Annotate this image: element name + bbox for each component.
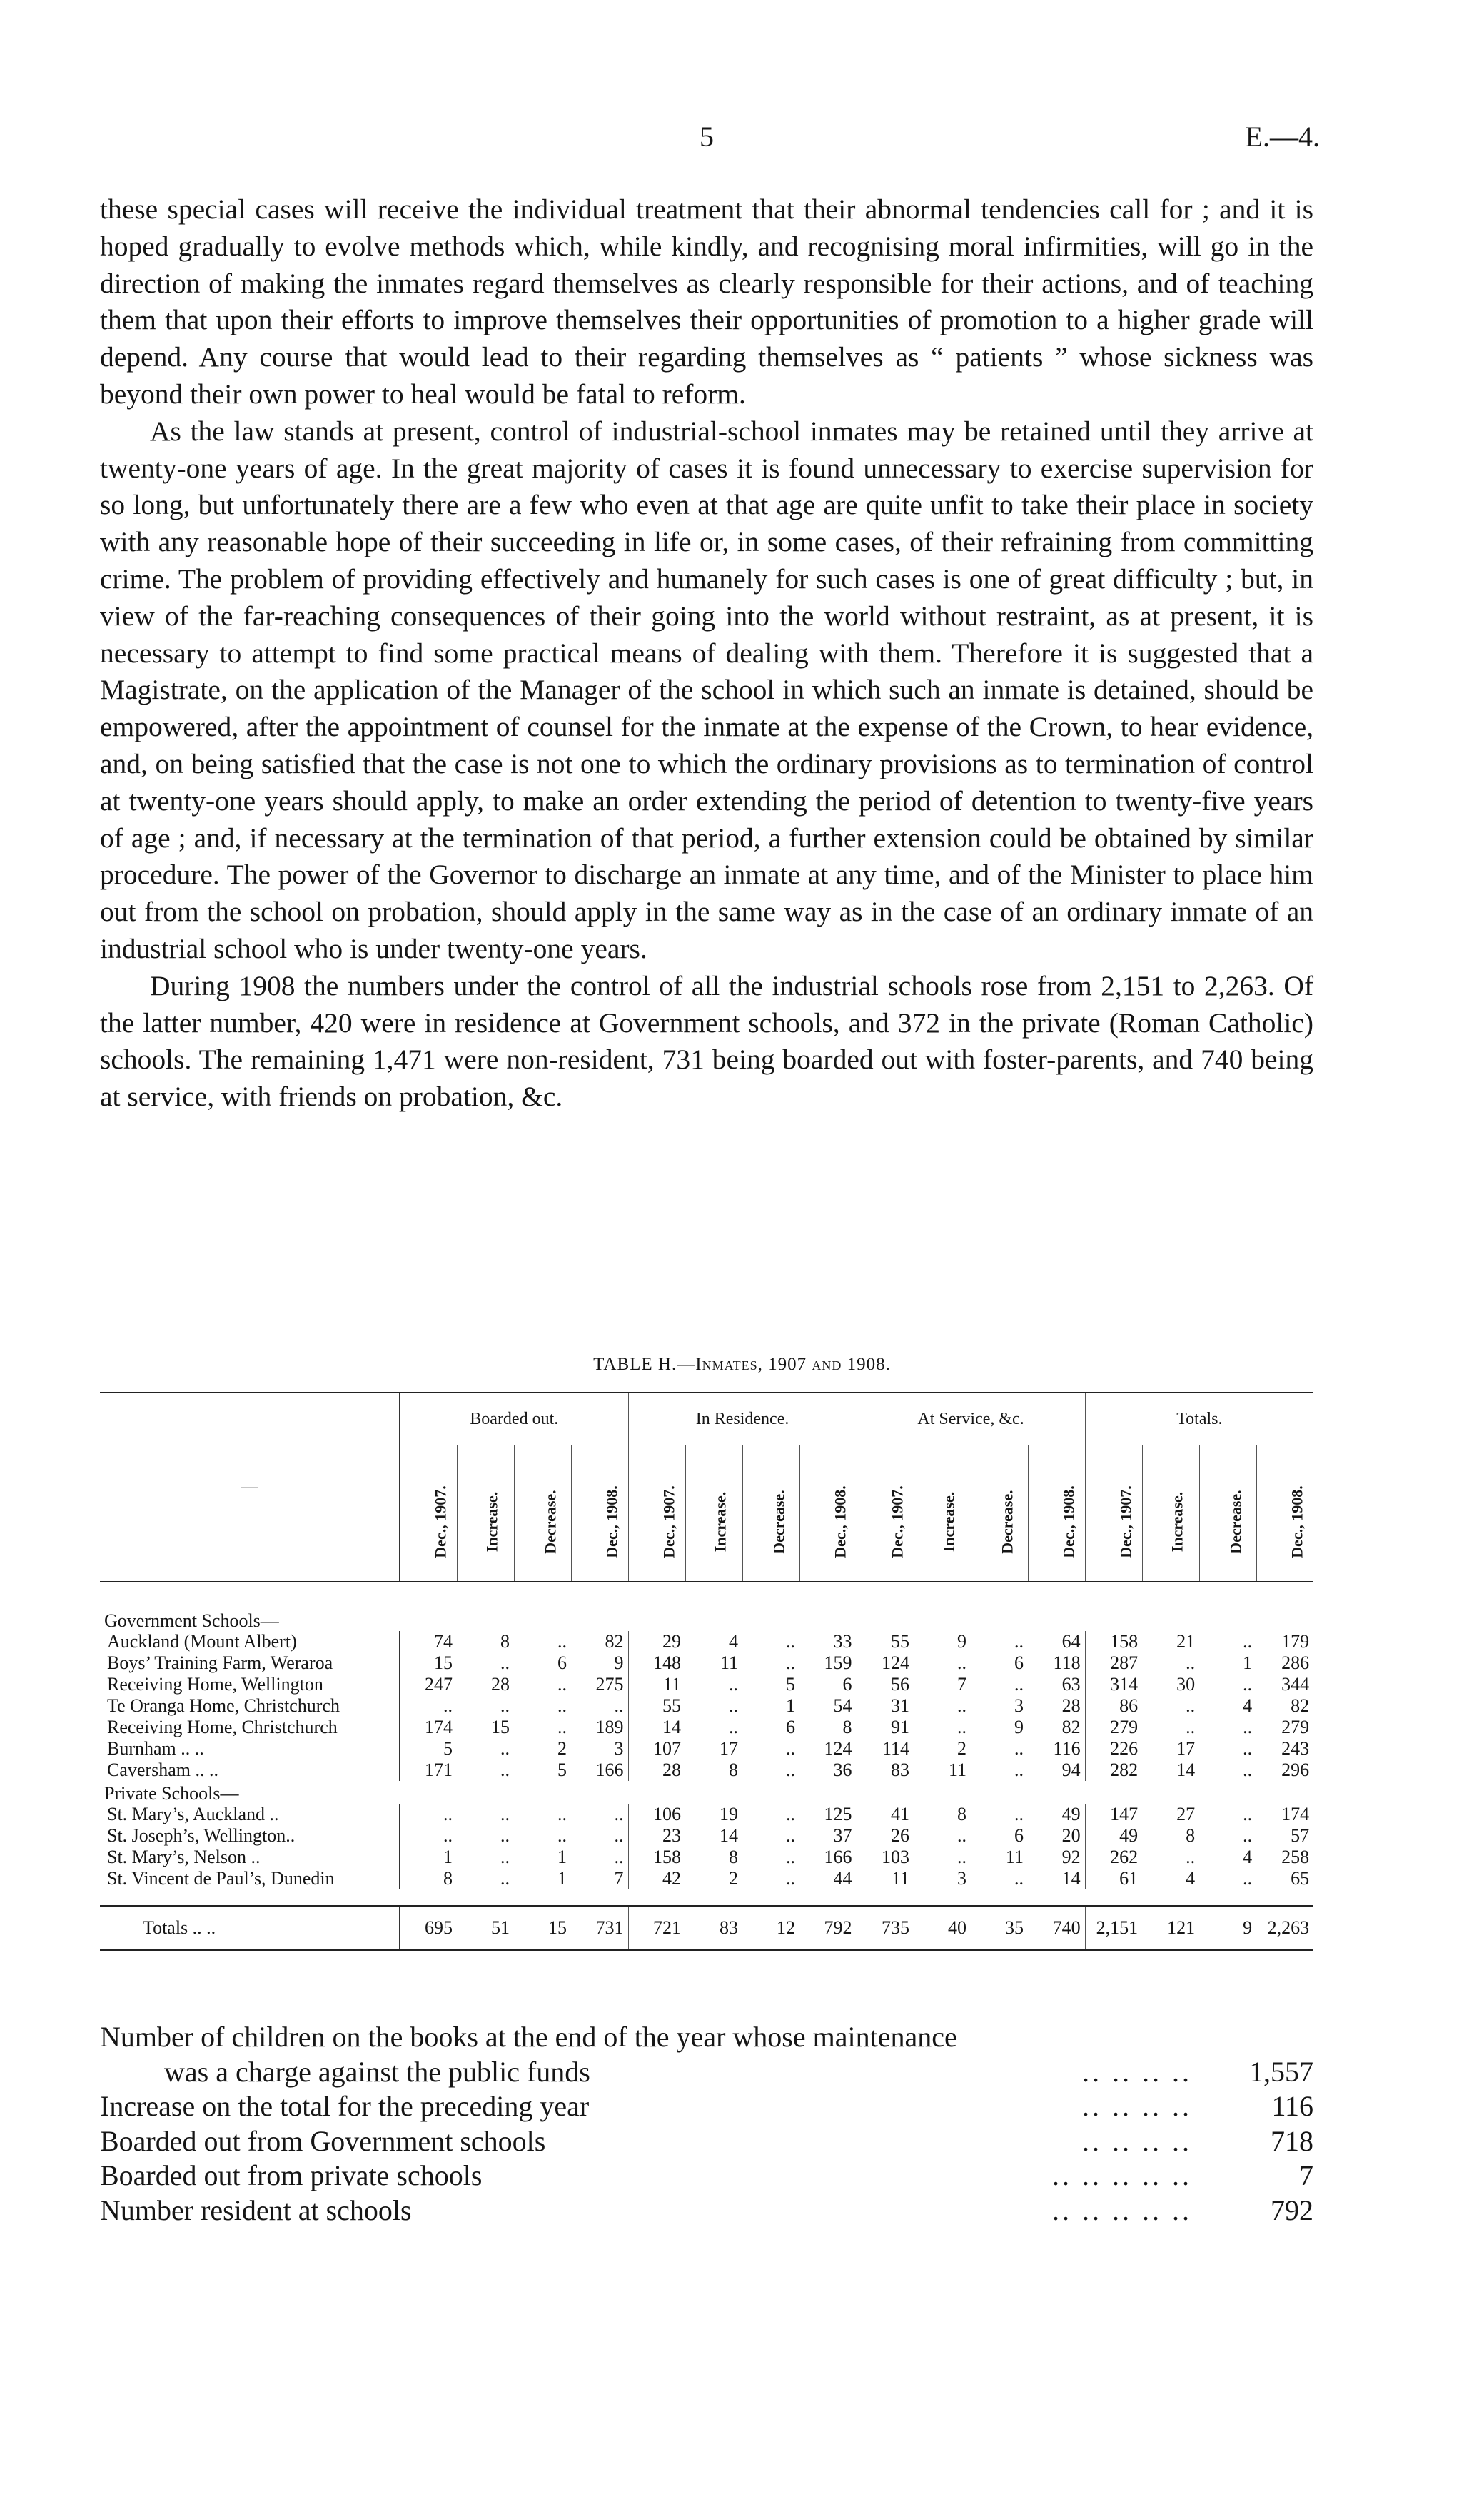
column-header-label: Decrease. [998, 1490, 1016, 1554]
table-cell: .. [500, 1652, 510, 1673]
table-body [100, 1582, 1313, 1950]
totals-row [100, 1906, 1313, 1950]
table-cell: 11 [949, 1760, 967, 1780]
table-cell: 296 [1281, 1760, 1310, 1780]
table-cell: .. [957, 1652, 967, 1673]
table-cell: .. [786, 1631, 796, 1652]
table-cell: 5 [400, 1738, 457, 1760]
table-cell: .. [614, 1825, 624, 1846]
column-header-label: Increase. [482, 1491, 500, 1553]
summary-item [100, 2124, 1313, 2159]
page-number: 5 [700, 121, 714, 153]
table-cell: 64 [1061, 1631, 1081, 1652]
column-header [457, 1445, 514, 1582]
column-header-label: Decrease. [541, 1490, 560, 1554]
table-row [100, 1868, 1313, 1889]
table-cell: 9 [614, 1652, 624, 1673]
table-cell: 40 [914, 1906, 971, 1950]
table-row [100, 1717, 1313, 1738]
table-cell: 179 [1281, 1631, 1310, 1652]
table-cell: 11 [857, 1868, 914, 1889]
table-cell: .. [786, 1804, 796, 1824]
summary-leader-dots: .. .. .. .. [1082, 2090, 1192, 2122]
table-cell: 49 [1085, 1825, 1142, 1847]
table-cell: 9 [1199, 1906, 1256, 1950]
table-cell: .. [786, 1652, 796, 1673]
table-cell: 735 [857, 1906, 914, 1950]
table-cell: 15 [514, 1906, 571, 1950]
table-row [100, 1847, 1313, 1868]
table-row [100, 1695, 1313, 1717]
table-cell: 21 [1176, 1631, 1196, 1652]
table-cell: 4 [729, 1631, 739, 1652]
table-cell: 56 [857, 1674, 914, 1695]
table-cell: 147 [1085, 1804, 1142, 1825]
table-cell: 226 [1085, 1738, 1142, 1760]
table-cell: .. [500, 1804, 510, 1824]
table-cell: 17 [720, 1738, 739, 1759]
table-cell: 65 [1291, 1868, 1310, 1889]
row-label: Boys’ Training Farm, Weraroa [107, 1652, 333, 1673]
table-cell: 82 [1291, 1695, 1310, 1716]
column-header-label: Dec., 1908. [1059, 1485, 1078, 1558]
column-header [914, 1445, 971, 1582]
column-header [1085, 1445, 1142, 1582]
table-cell: .. [500, 1847, 510, 1867]
column-header-label: Dec., 1907. [888, 1485, 907, 1558]
body-text [100, 191, 1313, 1116]
column-header-label: Dec., 1907. [1116, 1485, 1135, 1558]
summary-label: Boarded out from Government schools [100, 2124, 546, 2157]
row-label: Totals .. .. [100, 1906, 400, 1950]
table-cell: 121 [1142, 1906, 1199, 1950]
row-label: Te Oranga Home, Christchurch [107, 1695, 340, 1716]
summary-label: Number resident at schools [100, 2193, 412, 2226]
table-cell: .. [1014, 1760, 1024, 1780]
column-header [1256, 1445, 1313, 1582]
summary-value: 792 [1271, 2193, 1313, 2226]
row-label: Caversham .. .. [107, 1760, 218, 1780]
table-cell: 3 [957, 1868, 967, 1889]
table-cell: .. [1186, 1717, 1196, 1737]
table-cell: 28 [491, 1674, 510, 1695]
table-cell: 7 [614, 1868, 624, 1889]
table-cell: 35 [971, 1906, 1028, 1950]
table-cell: 4 [1243, 1847, 1253, 1867]
table-row [100, 1760, 1313, 1781]
table-cell: 83 [857, 1760, 914, 1781]
table-cell: 83 [685, 1906, 742, 1950]
table-cell: 721 [628, 1906, 685, 1950]
table-cell: .. [400, 1804, 457, 1825]
table-cell: 82 [605, 1631, 624, 1652]
table-cell: 4 [1186, 1868, 1196, 1889]
table-title [0, 1355, 1484, 1375]
group-header-at-service: At Service, &c. [857, 1393, 1085, 1445]
table-cell: 124 [824, 1738, 852, 1759]
table-cell: 7 [957, 1674, 967, 1695]
table-cell: 5 [786, 1674, 796, 1695]
table-cell: 166 [595, 1760, 624, 1780]
table-cell: 11 [1006, 1847, 1024, 1867]
table-cell: 695 [400, 1906, 457, 1950]
table-cell: .. [557, 1825, 567, 1846]
column-header [514, 1445, 571, 1582]
paragraph-2: As the law stands at present, control of industrial-school inmates may be retained until they arrive at twenty-one years of age. In the great majority of cases it is found unnecessary to exercise supervision for so long, but unfortunately there are a few who even at that age are quite unfit to take their place in society with any reasonable hope of their succeeding in life or, in some cases, of their refraining from committing crime. The problem of providing effectively and humanely for such cases is one of great difficulty ; but, in view of the far-reaching consequences of their going into the world without restraint, as at present, it is necessary to attempt to find some practical means of dealing with them. Therefore it is suggested that a Magistrate, on the application of the Manager of the school in which such an inmate is detained, should be empowered, after the appointment of counsel for the inmate at the expense of the Crown, to hear evidence, and, on being satisfied that the case is not one to which the ordinary provisions as to termination of control at twenty-one years should apply, to make an order extending the period of detention to twenty-five years of age ; and, if necessary at the termination of that period, a further extension could be obtained by similar procedure. The power of the Governor to discharge an inmate at any time, and of the Minister to place him out from the school on probation, should apply in the same way as in the case of an ordinary inmate of an industrial school who is under twenty-one years. [100, 415, 1313, 964]
column-header [742, 1445, 799, 1582]
column-header [799, 1445, 857, 1582]
blank-header: — [100, 1393, 400, 1582]
table-cell: .. [557, 1674, 567, 1695]
column-header-label: Dec., 1908. [831, 1485, 849, 1558]
table-cell: 314 [1085, 1674, 1142, 1695]
table-cell: .. [614, 1847, 624, 1867]
table-row [100, 1631, 1313, 1652]
table-cell: 731 [571, 1906, 628, 1950]
table-cell: 8 [400, 1868, 457, 1889]
table-cell: 15 [400, 1652, 457, 1674]
table-cell: .. [1186, 1847, 1196, 1867]
table-cell: .. [1243, 1631, 1253, 1652]
table-cell: .. [729, 1674, 739, 1695]
table-cell: .. [1014, 1738, 1024, 1759]
table-cell: 14 [1061, 1868, 1081, 1889]
table-cell: 33 [833, 1631, 852, 1652]
table-cell: 740 [1028, 1906, 1085, 1950]
table-cell: 6 [557, 1652, 567, 1673]
paragraph-3: During 1908 the numbers under the control of all the industrial schools rose from 2,151 to 2,263. Of the latter number, 420 were in residence at Government schools, and 372 in the private (Roman Catholic) schools. The remaining 1,471 were non-resident, 731 being boarded out with foster-parents, and 740 being at service, with friends on probation, &c. [100, 969, 1313, 1113]
column-header-label: Dec., 1908. [602, 1485, 621, 1558]
table-title-prefix: TABLE H.— [593, 1355, 696, 1374]
table-cell: 107 [628, 1738, 685, 1760]
table-cell: 1 [786, 1695, 796, 1716]
table-cell: .. [786, 1738, 796, 1759]
table-cell: 41 [857, 1804, 914, 1825]
table-cell: 158 [628, 1847, 685, 1868]
summary-leader-dots: .. .. .. .. .. [1052, 2193, 1192, 2226]
table-cell: 1 [1243, 1652, 1253, 1673]
row-label: Receiving Home, Wellington [107, 1674, 323, 1695]
table-cell: 262 [1085, 1847, 1142, 1868]
section-row-private [100, 1781, 1313, 1804]
table-cell: 2 [957, 1738, 967, 1759]
table-cell: 14 [1176, 1760, 1196, 1780]
table-row [100, 1804, 1313, 1825]
table-cell: 258 [1281, 1847, 1310, 1867]
summary-item [100, 2159, 1313, 2193]
table-cell: .. [500, 1738, 510, 1759]
table-cell: .. [1243, 1738, 1253, 1759]
table-cell: 36 [833, 1760, 852, 1780]
table-cell: .. [557, 1717, 567, 1737]
table-cell: .. [957, 1717, 967, 1737]
column-header [1028, 1445, 1085, 1582]
table-title-main: Inmates, 1907 and 1908. [695, 1355, 891, 1374]
table-row [100, 1674, 1313, 1695]
table-cell: 14 [628, 1717, 685, 1738]
summary-leader-dots: .. .. .. .. [1082, 2124, 1192, 2157]
table-cell: 26 [857, 1825, 914, 1847]
table-cell: 6 [786, 1717, 796, 1737]
summary-leader-dots: .. .. .. .. [1082, 2055, 1192, 2088]
table-cell: 8 [842, 1717, 852, 1737]
row-label: St. Mary’s, Nelson .. [107, 1847, 261, 1867]
group-header-boarded-out: Boarded out. [400, 1393, 628, 1445]
table-cell: .. [786, 1847, 796, 1867]
table-cell: 103 [857, 1847, 914, 1868]
table-cell: 243 [1281, 1738, 1310, 1759]
table-cell: 2,151 [1085, 1906, 1142, 1950]
table-cell: 30 [1176, 1674, 1196, 1695]
table-cell: .. [500, 1760, 510, 1780]
table-cell: .. [614, 1804, 624, 1824]
row-label: Burnham .. .. [107, 1738, 204, 1759]
table-cell: 29 [628, 1631, 685, 1652]
table-row [100, 1652, 1313, 1674]
section-row-government [100, 1582, 1313, 1631]
table-cell: 8 [500, 1631, 510, 1652]
table-cell: 1 [557, 1847, 567, 1867]
section-label-government: Government Schools— [104, 1610, 279, 1631]
table-cell: .. [729, 1695, 739, 1716]
table-cell: .. [1186, 1695, 1196, 1716]
row-label: St. Vincent de Paul’s, Dunedin [107, 1868, 335, 1889]
table-cell: .. [1243, 1674, 1253, 1695]
table-cell: .. [1014, 1631, 1024, 1652]
summary-label: Increase on the total for the preceding year [100, 2090, 590, 2122]
table-cell: 28 [628, 1760, 685, 1781]
summary-item [100, 2089, 1313, 2124]
table-cell: 4 [1243, 1695, 1253, 1716]
table-cell: 91 [857, 1717, 914, 1738]
table-cell: 792 [799, 1906, 857, 1950]
table-cell: .. [1014, 1868, 1024, 1889]
table-cell: 159 [824, 1652, 852, 1673]
summary-value: 7 [1299, 2159, 1313, 2191]
table-cell: 116 [1053, 1738, 1081, 1759]
table-cell: 19 [720, 1804, 739, 1824]
table-cell: .. [1243, 1825, 1253, 1846]
row-label: St. Joseph’s, Wellington.. [107, 1825, 296, 1846]
table-cell: 55 [628, 1695, 685, 1717]
column-header-label: Increase. [1167, 1491, 1186, 1553]
table-cell: 27 [1176, 1804, 1196, 1824]
table-cell: 174 [1281, 1804, 1310, 1824]
column-header [571, 1445, 628, 1582]
table-cell: 6 [1014, 1652, 1024, 1673]
table-cell: 44 [833, 1868, 852, 1889]
column-header-label: Dec., 1907. [660, 1485, 678, 1558]
summary-value: 116 [1271, 2090, 1313, 2122]
table-cell: 124 [857, 1652, 914, 1674]
table-cell: 286 [1281, 1652, 1310, 1673]
table-cell: 82 [1061, 1717, 1081, 1737]
table-cell: 275 [595, 1674, 624, 1695]
table-cell: .. [786, 1868, 796, 1889]
table-cell: 3 [614, 1738, 624, 1759]
row-label: Auckland (Mount Albert) [107, 1631, 297, 1652]
table-cell: 114 [857, 1738, 914, 1760]
column-header-label: Dec., 1907. [431, 1485, 450, 1558]
table-cell: 344 [1281, 1674, 1310, 1695]
column-header [971, 1445, 1028, 1582]
table-cell: 8 [957, 1804, 967, 1824]
table-cell: .. [957, 1825, 967, 1846]
table-cell: 61 [1085, 1868, 1142, 1889]
summary-list [100, 2020, 1313, 2228]
table-cell: 8 [729, 1760, 739, 1780]
table-cell: 148 [628, 1652, 685, 1674]
table-cell: 6 [1014, 1825, 1024, 1846]
column-header [400, 1445, 457, 1582]
table-cell: 158 [1085, 1631, 1142, 1652]
inmates-table [100, 1392, 1313, 1951]
table-cell: 166 [824, 1847, 852, 1867]
row-label: St. Mary’s, Auckland .. [107, 1804, 279, 1824]
table-cell: 63 [1061, 1674, 1081, 1695]
summary-label: was a charge against the public funds [164, 2055, 590, 2088]
table-cell: 9 [1014, 1717, 1024, 1737]
table-cell: 14 [720, 1825, 739, 1846]
table-cell: .. [1243, 1760, 1253, 1780]
table-cell: .. [957, 1695, 967, 1716]
table-cell: .. [500, 1695, 510, 1716]
column-header [1142, 1445, 1199, 1582]
summary-label: Boarded out from private schools [100, 2159, 483, 2191]
column-header-label: Increase. [939, 1491, 957, 1553]
table-cell: 86 [1085, 1695, 1142, 1717]
table-cell: 55 [857, 1631, 914, 1652]
table-cell: 8 [729, 1847, 739, 1867]
table-row [100, 1738, 1313, 1760]
section-label-private: Private Schools— [104, 1783, 239, 1804]
summary-label: Number of children on the books at the end of the year whose maintenance [100, 2021, 957, 2053]
document-reference: E.—4. [1245, 121, 1320, 153]
table-cell: .. [1243, 1868, 1253, 1889]
table-cell: 174 [400, 1717, 457, 1738]
table-cell: 49 [1061, 1804, 1081, 1824]
table-cell: .. [557, 1631, 567, 1652]
table-cell: .. [1014, 1804, 1024, 1824]
table-cell: 247 [400, 1674, 457, 1695]
table-cell: 118 [1053, 1652, 1081, 1673]
table-cell: .. [957, 1847, 967, 1867]
paragraph-1: these special cases will receive the individual treatment that their abnormal tendencies call for ; and it is hoped gradually to evolve methods which, while kindly, and recognising moral infirmities, will go in the direction of making the inmates regard themselves as clearly responsible for their actions, and of teaching them that upon their efforts to improve themselves their opportunities of promotion to a higher grade will depend. Any course that would lead to their regarding themselves as “ patients ” whose sickness was beyond their own power to heal would be fatal to reform. [100, 193, 1313, 410]
table-cell: .. [729, 1717, 739, 1737]
table-cell: .. [786, 1825, 796, 1846]
column-header-label: Decrease. [769, 1490, 788, 1554]
column-header-label: Dec., 1908. [1288, 1485, 1306, 1558]
table-cell: 282 [1085, 1760, 1142, 1781]
table-cell: .. [400, 1695, 457, 1717]
table-cell: 106 [628, 1804, 685, 1825]
table-cell: 17 [1176, 1738, 1196, 1759]
table-cell: 1 [400, 1847, 457, 1868]
table-cell: 28 [1061, 1695, 1081, 1716]
table-cell: 189 [595, 1717, 624, 1737]
summary-line [100, 2020, 1313, 2055]
table-cell: .. [500, 1868, 510, 1889]
summary-leader-dots: .. .. .. .. .. [1052, 2159, 1192, 2191]
table-cell: 287 [1085, 1652, 1142, 1674]
table-cell: .. [1186, 1652, 1196, 1673]
column-header [628, 1445, 685, 1582]
table-cell: 15 [491, 1717, 510, 1737]
table-cell: 23 [628, 1825, 685, 1847]
table-cell: 3 [1014, 1695, 1024, 1716]
table-cell: 2 [729, 1868, 739, 1889]
table-cell: 20 [1061, 1825, 1081, 1846]
table-group-header-row [100, 1393, 1313, 1445]
table-cell: 8 [1186, 1825, 1196, 1846]
table-cell: 11 [720, 1652, 739, 1673]
table-cell: 279 [1281, 1717, 1310, 1737]
table-cell: 92 [1061, 1847, 1081, 1867]
table-cell: .. [557, 1804, 567, 1824]
summary-item [100, 2193, 1313, 2228]
table-cell: 57 [1291, 1825, 1310, 1846]
table-cell: 37 [833, 1825, 852, 1846]
table-cell: 42 [628, 1868, 685, 1889]
table-row [100, 1825, 1313, 1847]
column-header [685, 1445, 742, 1582]
table-cell: 1 [557, 1868, 567, 1889]
table-cell: .. [1243, 1717, 1253, 1737]
table-cell: 279 [1085, 1717, 1142, 1738]
table-cell: 51 [457, 1906, 514, 1950]
group-header-in-residence: In Residence. [628, 1393, 857, 1445]
table-cell: 11 [628, 1674, 685, 1695]
table-cell: 31 [857, 1695, 914, 1717]
table-cell: .. [614, 1695, 624, 1716]
summary-value: 718 [1271, 2124, 1313, 2157]
table-cell: 2,263 [1256, 1906, 1313, 1950]
table-spacer-row [100, 1889, 1313, 1906]
summary-item [100, 2055, 1313, 2090]
column-header [857, 1445, 914, 1582]
table-cell: 9 [957, 1631, 967, 1652]
table-cell: .. [1243, 1804, 1253, 1824]
column-header-label: Decrease. [1226, 1490, 1245, 1554]
table-cell: .. [500, 1825, 510, 1846]
table-cell: 5 [557, 1760, 567, 1780]
table-cell: 12 [742, 1906, 799, 1950]
table-cell: 94 [1061, 1760, 1081, 1780]
table-cell: 171 [400, 1760, 457, 1781]
table-cell: 2 [557, 1738, 567, 1759]
table-cell: 125 [824, 1804, 852, 1824]
table-cell: .. [1014, 1674, 1024, 1695]
table-cell: .. [400, 1825, 457, 1847]
table-cell: 54 [833, 1695, 852, 1716]
table-cell: 74 [400, 1631, 457, 1652]
column-header [1199, 1445, 1256, 1582]
row-label: Receiving Home, Christchurch [107, 1717, 338, 1737]
table-cell: .. [786, 1760, 796, 1780]
group-header-totals: Totals. [1085, 1393, 1313, 1445]
column-header-label: Increase. [710, 1491, 729, 1553]
table-spacer-cell [100, 1889, 1313, 1906]
table-cell: .. [557, 1695, 567, 1716]
table-cell: 6 [842, 1674, 852, 1695]
summary-value: 1,557 [1249, 2055, 1313, 2088]
